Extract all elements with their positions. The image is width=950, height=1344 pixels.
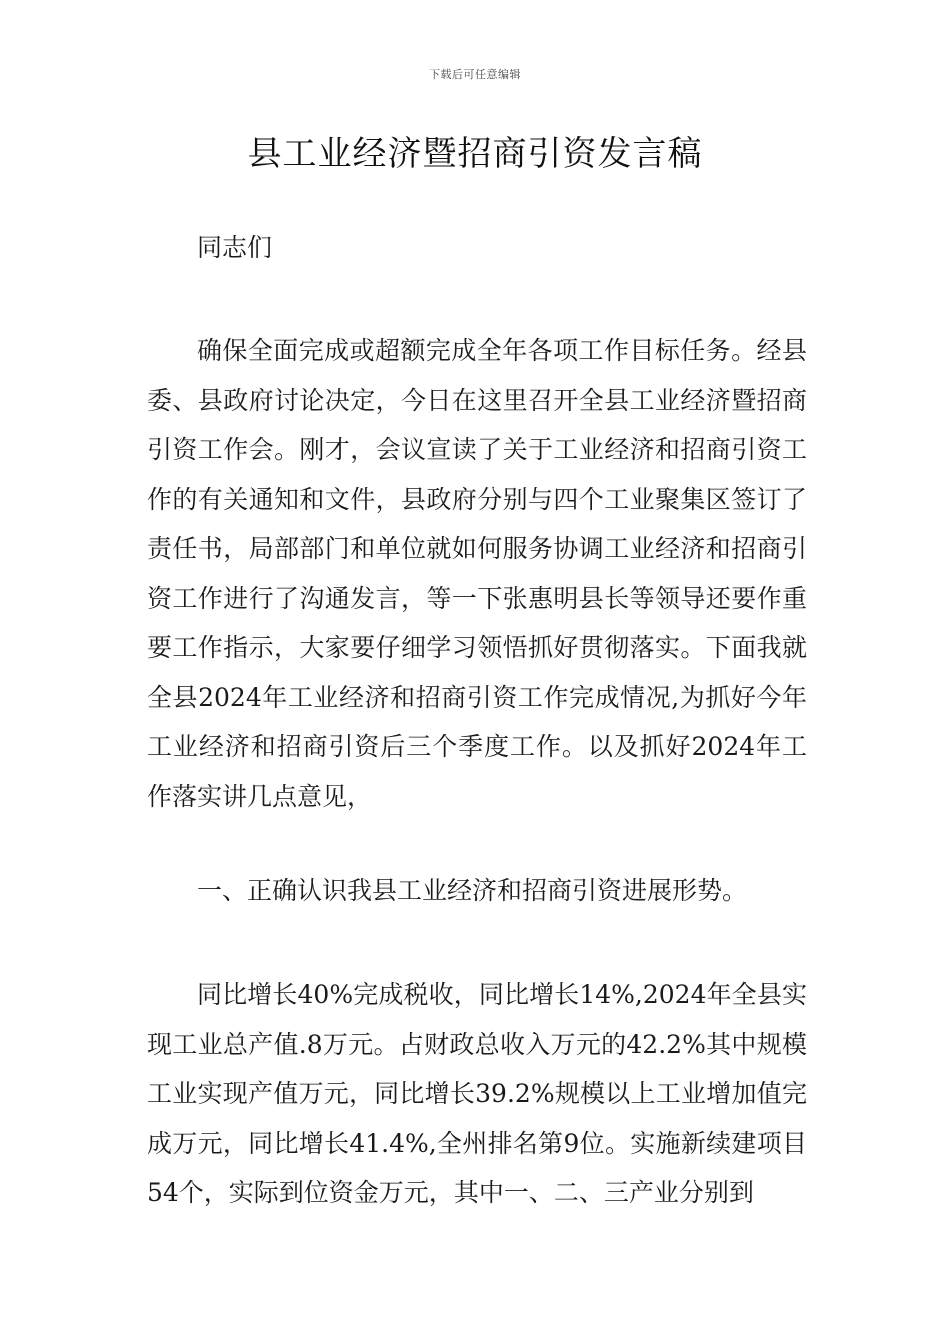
document-title: 县工业经济暨招商引资发言稿 — [247, 134, 703, 174]
paragraph-opening: 确保全面完成或超额完成全年各项工作目标任务。经县委、县政府讨论决定，今日在这里召开全县工业经济暨招商引资工作会。刚才，会议宣读了关于工业经济和招商引资工作的有关通知和文件，县政府分别与四个工业聚集区签订了责任书，局部部门和单位就如何服务协调工业经济和招商引资工作进行了沟通发言，等一下张惠明县长等领导还要作重要工作指示，大家要仔细学习领悟抓好贯彻落实。下面我就全县2024年工业经济和招商引资工作完成情况,为抓好今年工业经济和招商引资后三个季度工作。以及抓好2024年工作落实讲几点意见， — [147, 336, 807, 811]
paragraph-statistics: 同比增长40%完成税收，同比增长14%,2024年全县实现工业总产值.8万元。占财政总收入万元的42.2%其中规模工业实现产值万元，同比增长39.2%规模以上工业增加值完成万元，同比增长41.4%,全州排名第9位。实施新续建项目54个，实际到位资金万元，其中一、二、三产业分别到 — [147, 980, 807, 1207]
section-heading: 一、正确认识我县工业经济和招商引资进展形势。 — [197, 876, 748, 905]
header-note: 下载后可任意编辑 — [429, 68, 521, 81]
salutation: 同志们 — [197, 233, 273, 262]
